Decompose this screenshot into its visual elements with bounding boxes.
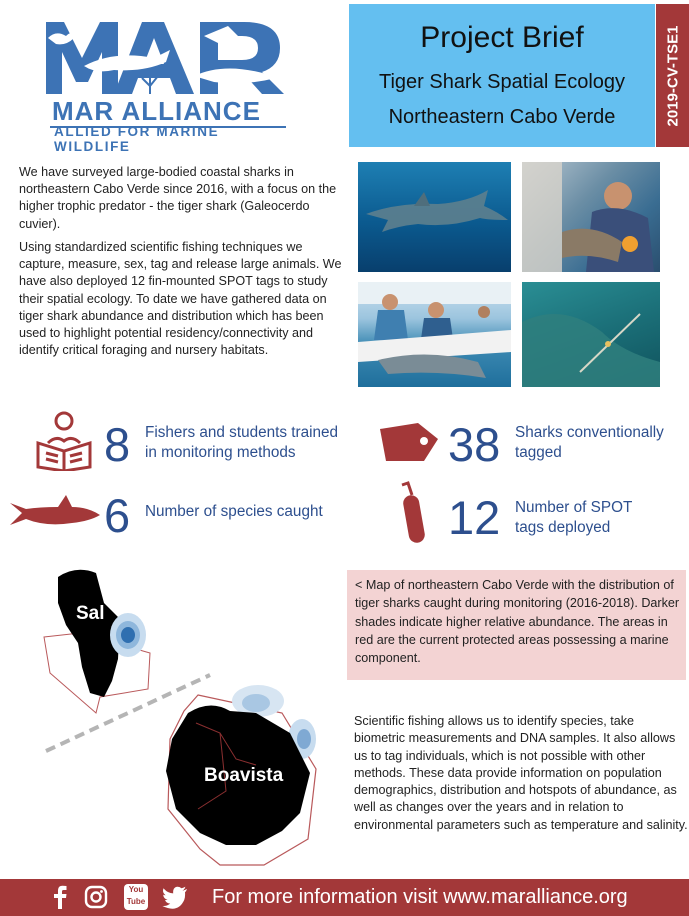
instagram-icon[interactable] bbox=[84, 885, 108, 909]
spot-tag-icon bbox=[398, 481, 430, 545]
stat-label-tagged-2: tagged bbox=[515, 444, 562, 461]
intro-paragraph-1: We have surveyed large-bodied coastal sharks in northeastern Cabo Verde since 2016, with a focus on the higher trophic predator - the tiger shark (Galeocerdo cuvier). bbox=[19, 165, 337, 231]
stat-number-species: 6 bbox=[104, 489, 131, 542]
stat-label-trained-1: Fishers and students trained bbox=[145, 424, 339, 441]
map-caption: < Map of northeastern Cabo Verde with the distribution of tiger sharks caught during monitoring (2016-2018). Darker shades indicate higher relative abundance. The areas in red are the current protected areas possessing a marine component. bbox=[355, 578, 680, 666]
map-label-sal: Sal bbox=[76, 603, 105, 624]
stat-label-tagged-1: Sharks conventionally bbox=[515, 424, 664, 441]
twitter-icon[interactable] bbox=[162, 885, 188, 909]
photo-tagged-shark-underwater bbox=[522, 282, 660, 387]
photo-tagging-at-boat bbox=[522, 162, 660, 272]
map-caption-box bbox=[347, 570, 686, 680]
logo-wordmark: MAR ALLIANCE bbox=[52, 96, 261, 126]
cabo-verde-map bbox=[20, 563, 330, 873]
scientific-fishing-paragraph: Scientific fishing allows us to identify species, take biometric measurements and DNA samples. It also allows us to tag individuals, which is not possible with other methods. These data provide information on population demographics, distribution and hotspots of abundance, as well as changes over the years and in relation to environmental parameters such as temperature and salinity. bbox=[354, 714, 688, 832]
intro-paragraph-2: Using standardized scientific fishing techniques we capture, measure, sex, tag and release large animals. We have also deployed 12 fin-mounted SPOT tags to study their spatial ecology. To date we have gathered data on tiger shark abundance and distribution which has been used to highlight potential residency/connectivity and identify critical foraging and nursery habitats. bbox=[19, 240, 342, 358]
photo-crew-handling-shark bbox=[358, 282, 511, 387]
project-code-box bbox=[656, 4, 689, 147]
shark-icon bbox=[10, 495, 100, 533]
project-brief-header bbox=[349, 4, 655, 147]
brief-subtitle-1: Tiger Shark Spatial Ecology bbox=[378, 71, 626, 93]
tag-icon bbox=[378, 421, 440, 463]
stat-label-species-1: Number of species caught bbox=[145, 503, 323, 520]
stat-label-spot-1: Number of SPOT bbox=[515, 499, 633, 516]
stat-number-tagged: 38 bbox=[448, 418, 501, 471]
stat-label-spot-2: tags deployed bbox=[515, 519, 611, 536]
stat-number-spot: 12 bbox=[448, 491, 501, 544]
youtube-icon[interactable]: You Tube bbox=[124, 884, 148, 910]
logo-tagline: ALLIED FOR MARINE WILDLIFE bbox=[54, 124, 220, 154]
brief-subtitle-2: Northeastern Cabo Verde bbox=[388, 106, 616, 128]
stat-number-trained: 8 bbox=[104, 418, 131, 471]
photo-tiger-shark-swimming bbox=[358, 162, 511, 272]
reading-person-icon bbox=[34, 409, 94, 471]
map-label-boavista: Boavista bbox=[204, 765, 284, 786]
footer-website-text[interactable]: For more information visit www.maralliance.org bbox=[212, 886, 628, 908]
brief-title: Project Brief bbox=[420, 21, 584, 54]
footer-bar bbox=[0, 879, 689, 916]
project-code: 2019-CV-TSE1 bbox=[664, 25, 681, 126]
facebook-icon[interactable] bbox=[52, 885, 68, 909]
stat-label-trained-2: in monitoring methods bbox=[145, 444, 296, 461]
